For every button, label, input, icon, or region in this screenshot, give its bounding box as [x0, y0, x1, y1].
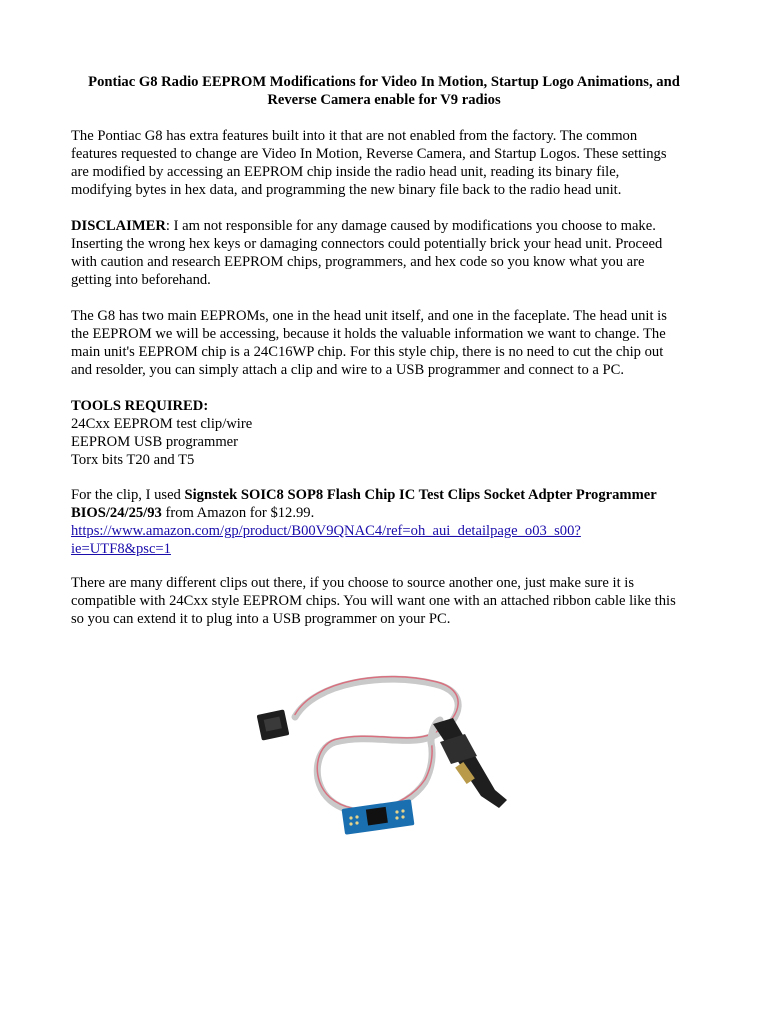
text-line: The Pontiac G8 has extra features built into it that are not enabled from the factory. The common	[71, 128, 638, 144]
tools-item: 24Cxx EEPROM test clip/wire	[71, 416, 253, 432]
adapter-board	[342, 799, 415, 834]
text-line: getting into beforehand.	[71, 272, 211, 288]
text-line: BIOS/24/25/93 from Amazon for $12.99.	[71, 505, 315, 521]
disclaimer-label: DISCLAIMER	[71, 218, 166, 234]
text-line: Inserting the wrong hex keys or damaging connectors could potentially brick your head unit. Proceed	[71, 236, 663, 252]
text-line: with caution and research EEPROM chips, programmers, and hex code so you know what you are	[71, 254, 645, 270]
amazon-product-link[interactable]: https://www.amazon.com/gp/product/B00V9QNAC4/ref=oh_aui_detailpage_o03_s00? ie=UTF8&psc=1	[71, 523, 581, 557]
product-name: Signstek SOIC8 SOP8 Flash Chip IC Test Clips Socket Adpter Programmer	[184, 487, 657, 503]
text-line: main unit's EEPROM chip is a 24C16WP chip. For this style chip, there is no need to cut the chip out	[71, 344, 664, 360]
disclaimer-paragraph	[71, 217, 703, 289]
soic-test-clip	[433, 718, 507, 808]
tools-section	[71, 397, 703, 469]
tools-item: EEPROM USB programmer	[71, 434, 239, 450]
test-clip-photo	[255, 672, 515, 842]
ribbon-cable	[295, 677, 458, 812]
text-line: so you can extend it to plug into a USB programmer on your PC.	[71, 611, 451, 627]
text-line	[71, 217, 703, 235]
eeprom-paragraph	[71, 307, 703, 379]
text-line: and resolder, you can simply attach a clip and wire to a USB programmer and connect to a PC.	[71, 362, 625, 378]
tools-heading: TOOLS REQUIRED:	[71, 398, 209, 414]
text-line: modifying bytes in hex data, and programming the new binary file back to the radio head unit.	[71, 182, 622, 198]
tools-item: Torx bits T20 and T5	[71, 452, 195, 468]
clips-note-paragraph	[71, 574, 703, 628]
intro-paragraph	[71, 127, 703, 199]
text-line: For the clip, I used Signstek SOIC8 SOP8 Flash Chip IC Test Clips Socket Adpter Programmer	[71, 487, 657, 503]
text-line: features requested to change are Video In Motion, Reverse Camera, and Startup Logos. These settings	[71, 146, 667, 162]
text-line: compatible with 24Cxx style EEPROM chips. You will want one with an attached ribbon cable like this	[71, 593, 676, 609]
title-line: Reverse Camera enable for V9 radios	[267, 92, 501, 108]
text-line: the EEPROM we will be accessing, because it holds the valuable information we want to change. The	[71, 326, 666, 342]
page-title	[70, 73, 698, 109]
title-line: Pontiac G8 Radio EEPROM Modifications for Video In Motion, Startup Logo Animations, and	[88, 74, 680, 90]
idc-connector	[257, 709, 290, 740]
text-line: are modified by accessing an EEPROM chip inside the radio head unit, reading its binary file,	[71, 164, 620, 180]
text-line: The G8 has two main EEPROMs, one in the head unit itself, and one in the faceplate. The head unit is	[71, 308, 667, 324]
clip-paragraph	[71, 486, 703, 558]
text-line: There are many different clips out there, if you choose to source another one, just make sure it is	[71, 575, 635, 591]
product-name: BIOS/24/25/93	[71, 505, 162, 521]
disclaimer-text: : I am not responsible for any damage caused by modifications you choose to make.	[165, 218, 656, 234]
